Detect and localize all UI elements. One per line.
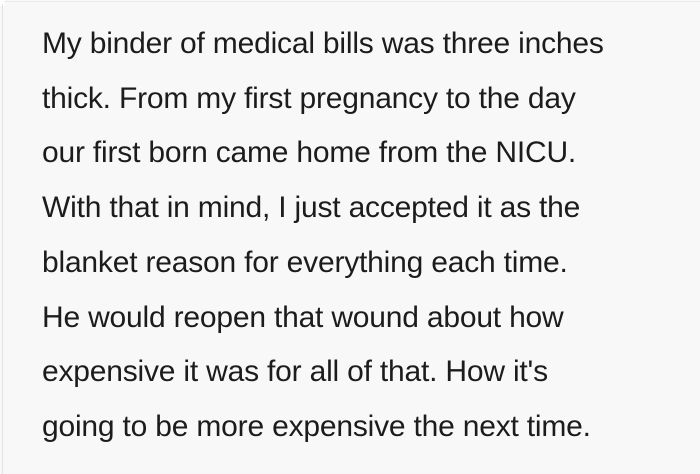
left-border-line bbox=[2, 4, 3, 474]
post-text-line: He would reopen that wound about how bbox=[42, 300, 564, 334]
post-text-line: expensive it was for all of that. How it's bbox=[42, 355, 548, 389]
post-text-line: thick. From my first pregnancy to the day bbox=[42, 81, 576, 115]
post-text bbox=[42, 17, 682, 455]
post-text-line: blanket reason for everything each time. bbox=[42, 245, 568, 279]
post-text-line: going to be more expensive the next time. bbox=[42, 409, 591, 443]
post-text-line: My binder of medical bills was three inches bbox=[42, 27, 604, 60]
top-border-line bbox=[4, 1, 700, 2]
post-text-line: With that in mind, I just accepted it as the bbox=[42, 191, 581, 225]
post-text-line: our first born came home from the NICU. bbox=[42, 136, 577, 170]
